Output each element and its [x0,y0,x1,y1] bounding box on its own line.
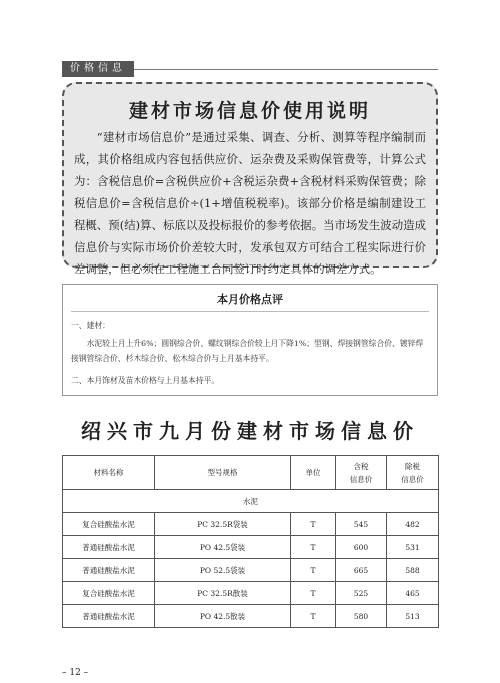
cell-spec: PO 52.5袋装 [155,559,291,582]
cell-unit: T [291,605,336,628]
table-header-row [63,456,439,490]
usage-body: “建材市场信息价”是通过采集、调查、分析、测算等程序编制而成，其价格组成内容包括供应价、运杂费及采购保管费等，计算公式为：含税信息价=含税供应价+含税运杂费+含税材料采购保管费；除税信息价=含税信息价÷(1+增值税税率)。该部分价格是编制建设工程概、预(结)算、标底以及投标报价的参考依据。当市场发生波动造成信息价与实际市场价价差较大时，发承包双方可结合工程实际进行价差调整，但必须在工程施工合同签订时约定具体的调差方式。 [74,130,426,276]
price-table [62,455,439,628]
col-header-spec: 型号规格 [155,456,291,490]
table-row [63,536,439,559]
usage-title: 建材市场信息价使用说明 [128,100,371,122]
cell-untaxed: 482 [387,513,439,536]
review-divider [71,311,429,312]
cell-unit: T [291,513,336,536]
cell-spec: PO 42.5袋装 [155,536,291,559]
page-number: – 12 – [62,668,89,678]
cell-taxed: 665 [336,559,387,582]
cell-unit: T [291,582,336,605]
cell-spec: PO 42.5散装 [155,605,291,628]
col-header-taxed [336,456,387,490]
cell-taxed: 600 [336,536,387,559]
cell-untaxed: 513 [387,605,439,628]
table-row [63,513,439,536]
cell-taxed: 545 [336,513,387,536]
cell-spec: PC 32.5R袋装 [155,513,291,536]
table-row [63,559,439,582]
usage-notes-box [62,82,438,276]
cell-name: 普通硅酸盐水泥 [63,559,155,582]
price-review-box [62,284,438,396]
cell-untaxed: 465 [387,582,439,605]
col-header-untaxed-line2: 信息价 [401,474,424,484]
cell-spec: PC 32.5R散装 [155,582,291,605]
col-header-untaxed [387,456,439,490]
table-row [63,582,439,605]
col-header-taxed-line1: 含税 [353,461,369,471]
cell-name: 复合硅酸盐水泥 [63,582,155,605]
cell-taxed: 525 [336,582,387,605]
cell-untaxed: 531 [387,536,439,559]
section-label: 价格信息 [62,61,134,77]
review-paragraph-2: 水泥较上月上升6%；圆钢综合价、螺纹钢综合价较上月下降1%；型钢、焊接钢管综合价、镀锌焊接钢管综合价、杉木综合价、松木综合价与上月基本持平。 [71,339,424,363]
cell-taxed: 580 [336,605,387,628]
cell-name: 普通硅酸盐水泥 [63,605,155,628]
col-header-unit: 单位 [291,456,336,490]
table-title: 绍兴市九月份建材市场信息价 [81,419,419,443]
cell-name: 复合硅酸盐水泥 [63,513,155,536]
header-rule [134,69,438,70]
col-header-taxed-line2: 信息价 [349,474,373,484]
cell-name: 普通硅酸盐水泥 [63,536,155,559]
cell-untaxed: 588 [387,559,439,582]
review-paragraph-1: 一、建材： [71,321,110,330]
category-label: 水泥 [63,490,439,513]
review-paragraph-3: 二、本月饰材及苗木价格与上月基本持平。 [71,376,220,385]
cell-unit: T [291,536,336,559]
category-row [63,490,439,513]
cell-unit: T [291,559,336,582]
col-header-name: 材料名称 [63,456,155,490]
col-header-untaxed-line1: 除税 [405,461,420,471]
table-row [63,605,439,628]
review-title: 本月价格点评 [217,293,283,306]
